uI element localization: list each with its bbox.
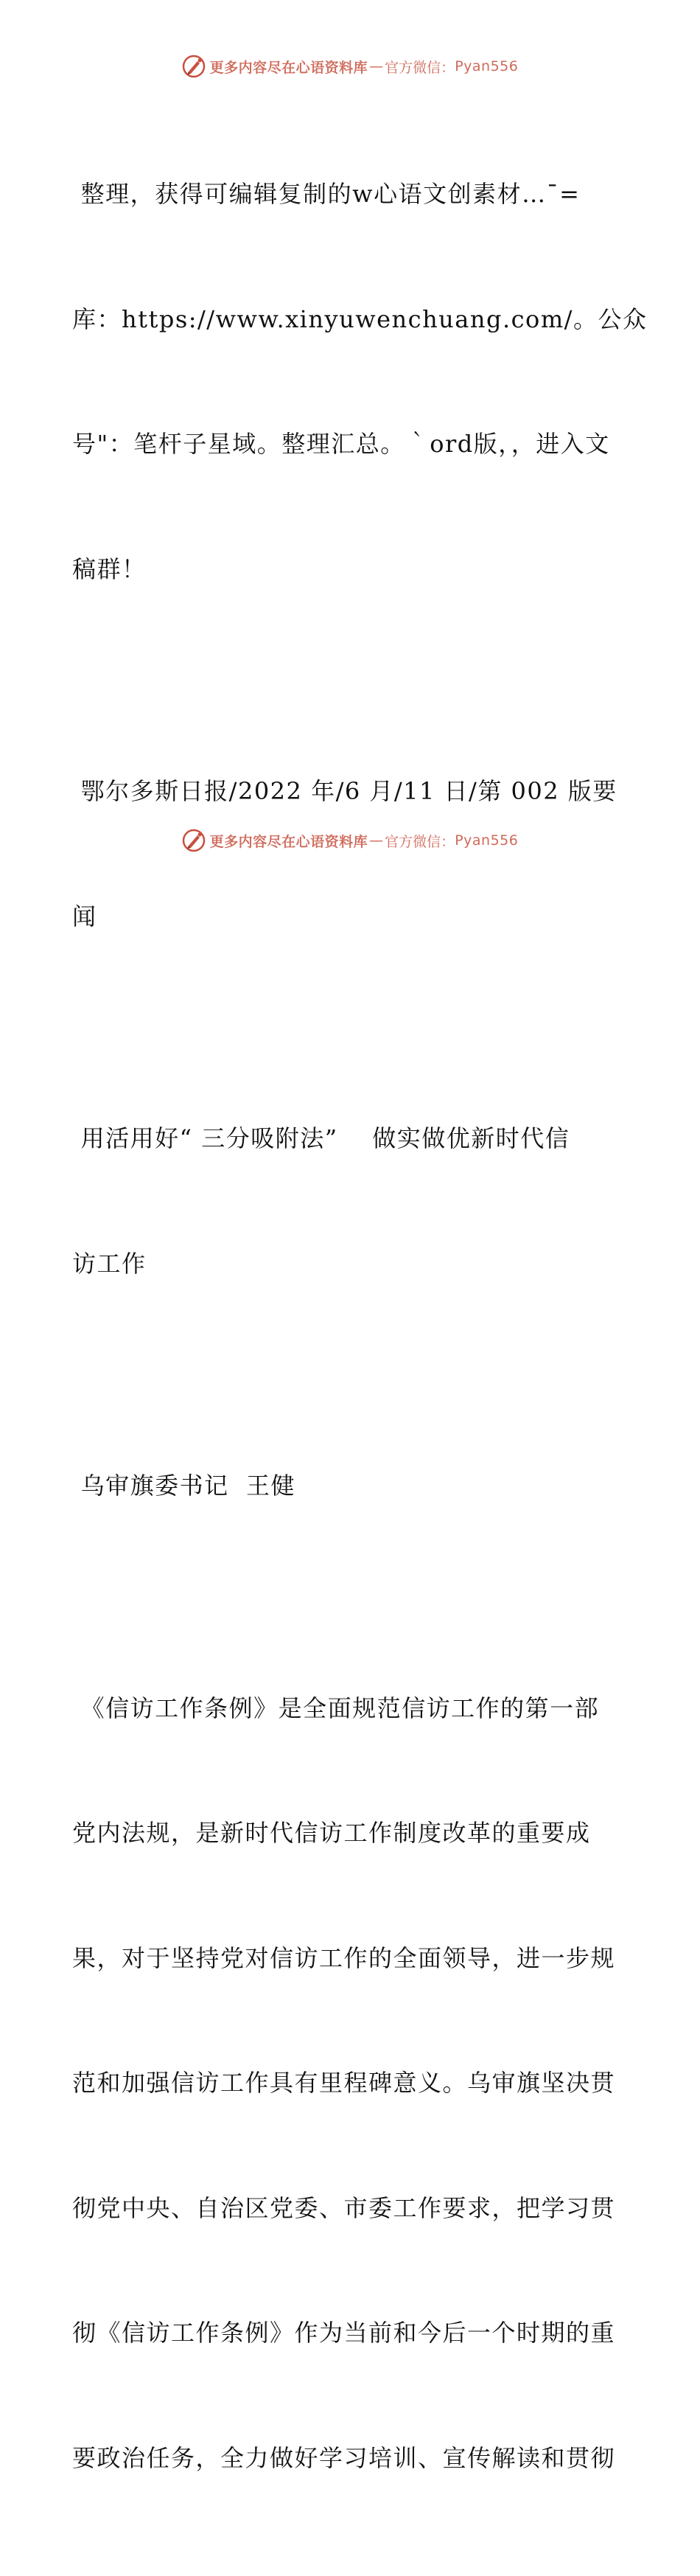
article-author xyxy=(72,1382,640,1590)
text-line: 彻党中央、自治区党委、市委工作要求，把学习贯 xyxy=(72,2193,616,2222)
watermark-label: 官方微信： xyxy=(385,833,455,850)
text-line: 整理，获得可编辑复制的w心语文创素材…¯= xyxy=(72,180,581,208)
intro-paragraph xyxy=(72,90,648,673)
article-title xyxy=(72,1034,640,1368)
watermark-label: 官方微信： xyxy=(385,59,455,76)
text-line: 访工作 xyxy=(72,1249,147,1278)
text-line: 鄂尔多斯日报/2022 年/6 月/11 日/第 002 版要 xyxy=(72,777,617,805)
pen-logo-icon xyxy=(182,829,206,852)
text-line: 号"：笔杆子星域。整理汇总。｀ord版，，进入文 xyxy=(72,430,610,458)
text-line: 要政治任务，全力做好学习培训、宣传解读和贯彻 xyxy=(72,2443,616,2472)
watermark-header xyxy=(0,52,700,81)
watermark-site-name: 更多内容尽在心语资料库 xyxy=(209,59,368,76)
watermark-handle: Pyan556 xyxy=(455,58,519,74)
text-line: 稿群！ xyxy=(72,554,147,583)
text-line: 范和加强信访工作具有里程碑意义。乌审旗坚决贯 xyxy=(72,2069,616,2097)
watermark-site-name: 更多内容尽在心语资料库 xyxy=(209,833,368,850)
pen-logo-icon xyxy=(182,55,206,78)
text-line: 闻 xyxy=(72,902,97,930)
text-line: 库：https://www.xinyuwenchuang.com/。公众 xyxy=(72,304,648,333)
watermark-footer xyxy=(0,826,700,855)
watermark-separator: — xyxy=(369,58,384,74)
text-line: 果，对于坚持党对信访工作的全面领导，进一步规 xyxy=(72,1943,616,1972)
text-line: 《信访工作条例》是全面规范信访工作的第一部 xyxy=(72,1693,600,1722)
text-line: 彻《信访工作条例》作为当前和今后一个时期的重 xyxy=(72,2319,616,2347)
watermark-separator: — xyxy=(369,832,384,849)
watermark-handle: Pyan556 xyxy=(455,832,519,849)
document-content xyxy=(72,90,648,2576)
text-line: 用活用好“ 三分吸附法” 做实做优新时代信 xyxy=(72,1124,570,1152)
text-line: 乌审旗委书记 王健 xyxy=(72,1472,296,1500)
body-paragraph xyxy=(72,1604,640,2563)
text-line: 党内法规，是新时代信访工作制度改革的重要成 xyxy=(72,1819,591,1847)
